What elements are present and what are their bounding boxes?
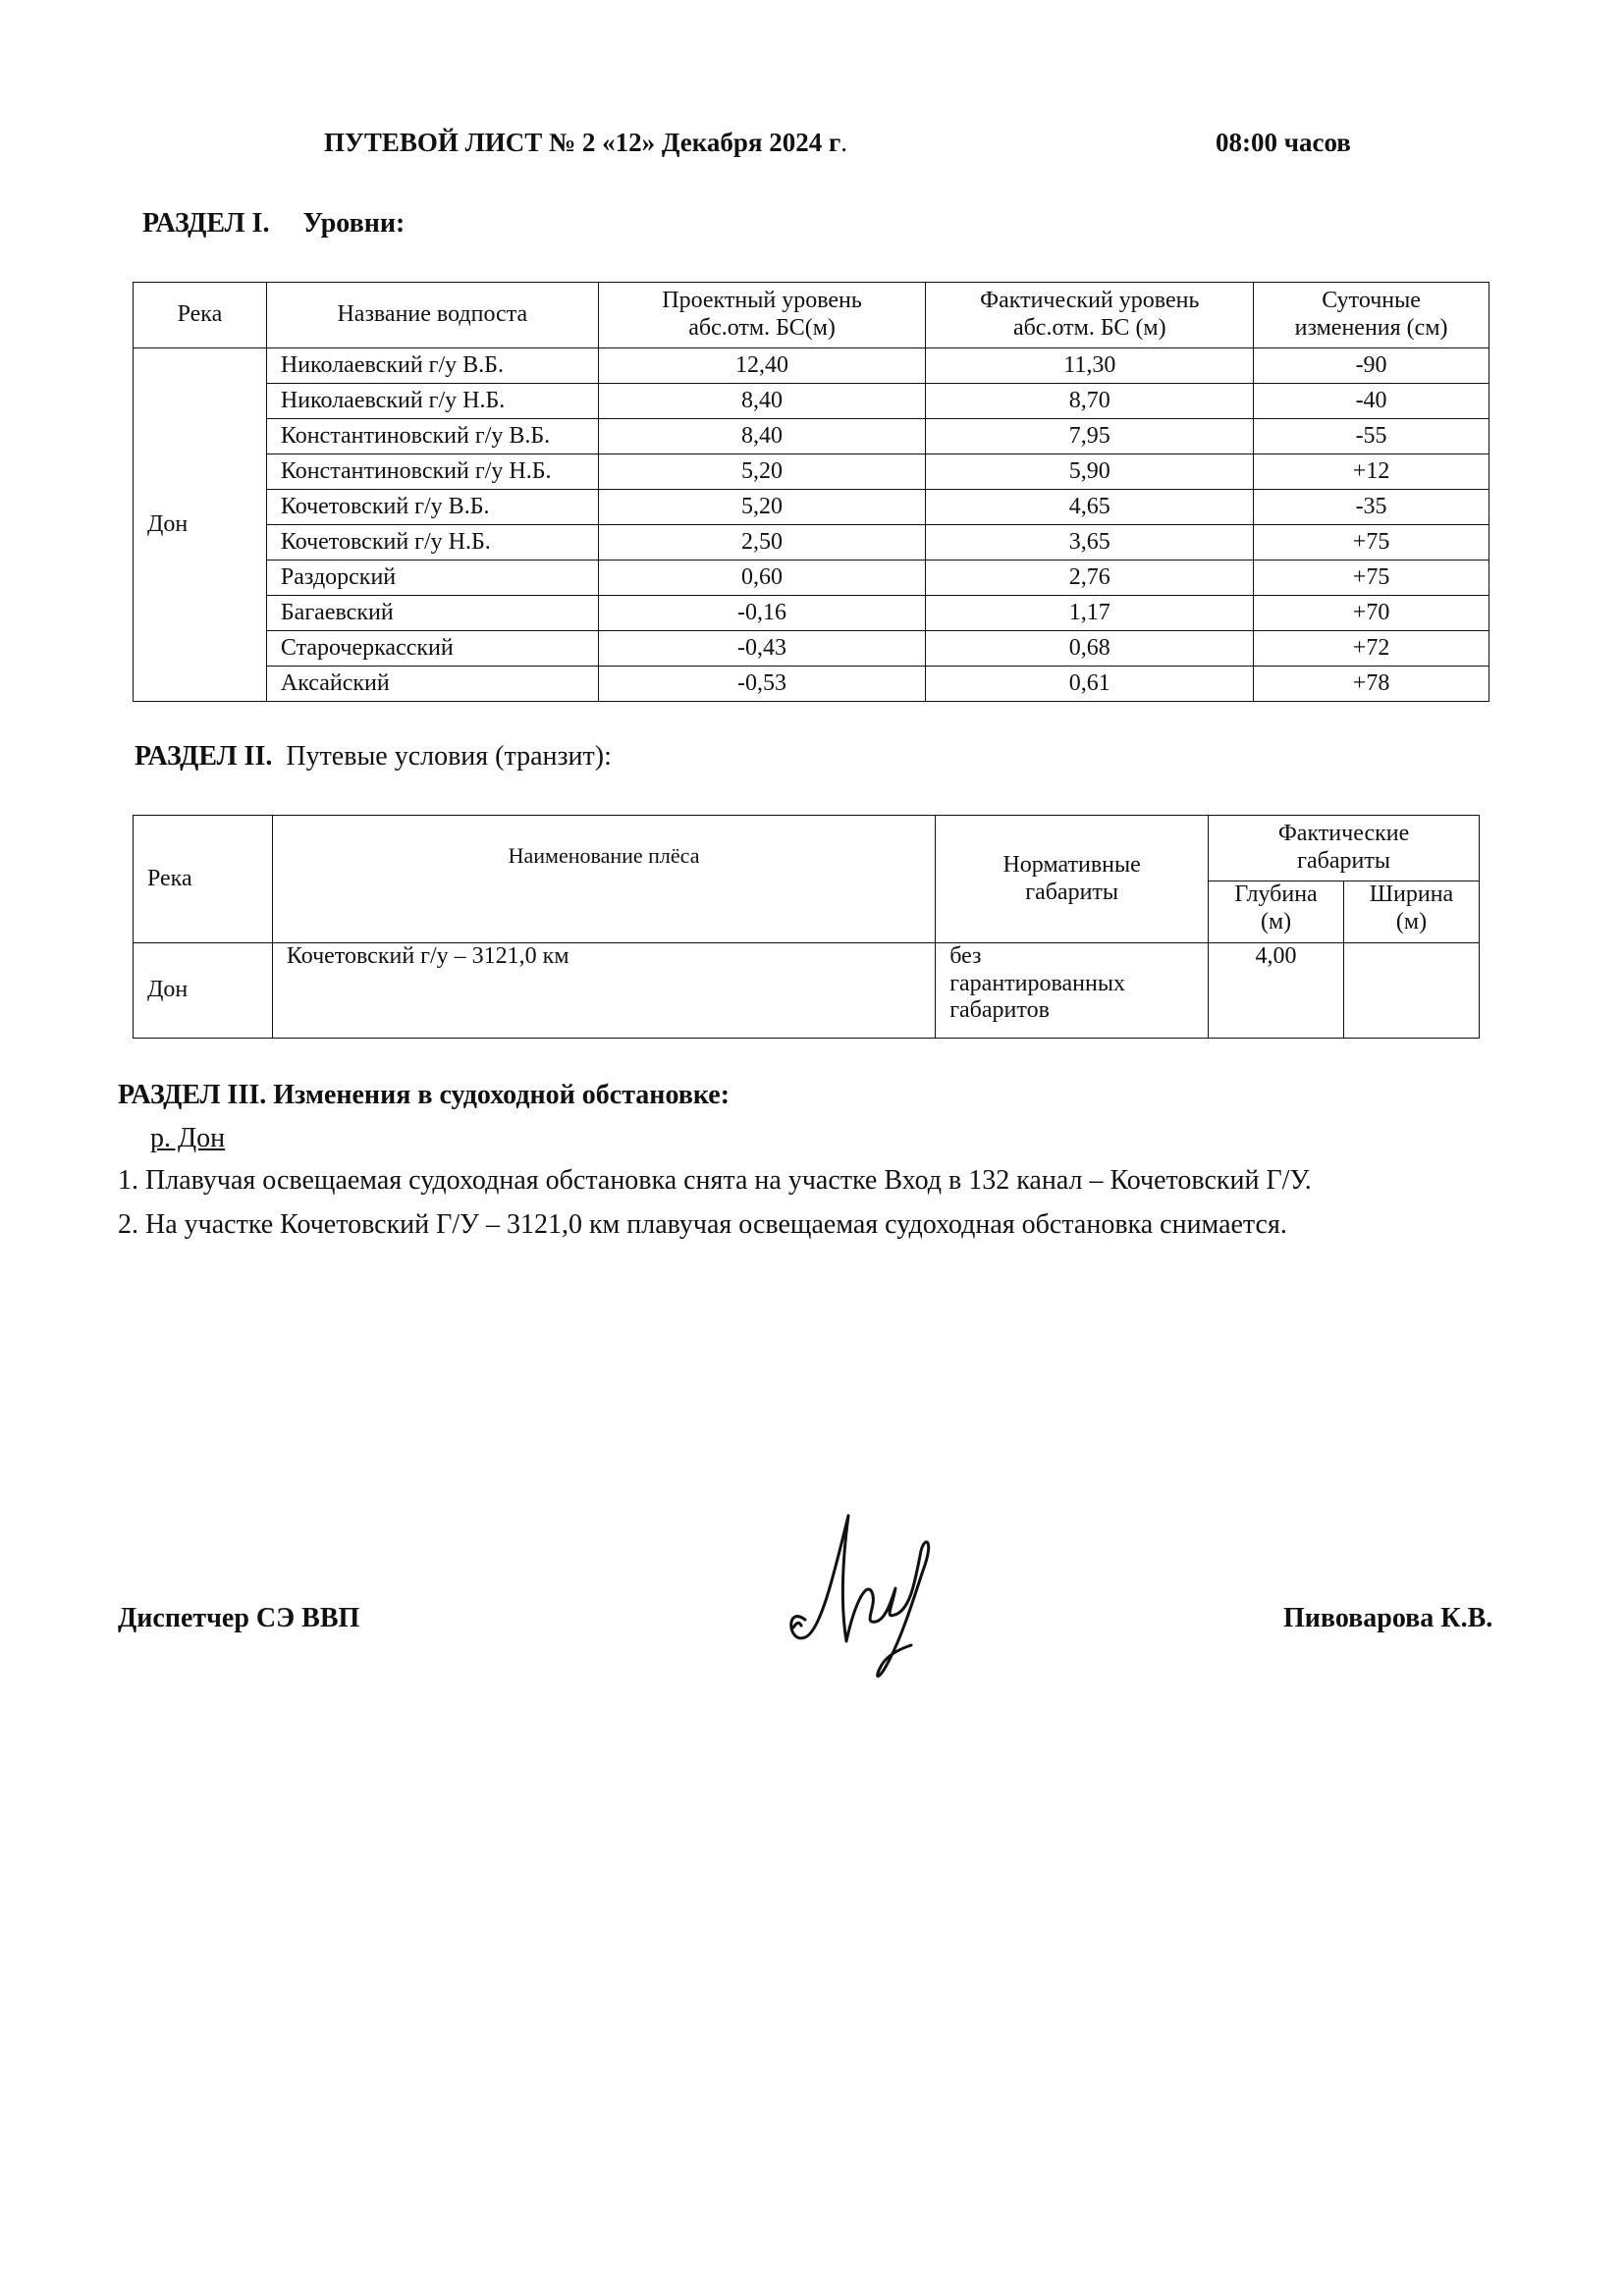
design-level: 5,20	[598, 454, 926, 490]
actual-level: 3,65	[926, 525, 1254, 561]
col-normative-line1: Нормативные	[1002, 851, 1141, 878]
daily-change: +75	[1254, 561, 1489, 596]
design-level: 2,50	[598, 525, 926, 561]
design-level: 8,40	[598, 384, 926, 419]
daily-change: -35	[1254, 490, 1489, 525]
actual-level: 0,61	[926, 667, 1254, 702]
design-level: 12,40	[598, 348, 926, 384]
col-change-line1: Суточные	[1322, 288, 1421, 314]
report-time: 08:00 часов	[1216, 128, 1351, 157]
actual-level: 4,65	[926, 490, 1254, 525]
daily-change: +78	[1254, 667, 1489, 702]
post-name: Николаевский г/у Н.Б.	[266, 384, 598, 419]
col-depth	[1209, 881, 1344, 943]
section2-heading	[135, 741, 612, 773]
col-normative-line2: габариты	[1025, 879, 1119, 905]
normative-line2: гарантированных	[949, 970, 1125, 996]
design-level: 5,20	[598, 490, 926, 525]
route-header-row	[134, 816, 1480, 881]
table-row	[134, 943, 1480, 1039]
actual-level: 11,30	[926, 348, 1254, 384]
list-item: 1. Плавучая освещаемая судоходная обстановка снята на участке Вход в 132 канал – Кочетовский Г/У.	[118, 1165, 1312, 1196]
table-row	[134, 667, 1489, 702]
actual-width	[1344, 943, 1480, 1039]
section2-title: Путевые условия (транзит):	[286, 741, 612, 772]
table-row	[134, 631, 1489, 667]
river-cell: Дон	[134, 348, 267, 702]
post-name: Кочетовский г/у В.Б.	[266, 490, 598, 525]
post-name: Николаевский г/у В.Б.	[266, 348, 598, 384]
col-normative	[936, 816, 1209, 943]
table-row	[134, 561, 1489, 596]
section1-heading	[142, 208, 405, 240]
table-row	[134, 490, 1489, 525]
signature-icon	[776, 1512, 972, 1708]
actual-depth: 4,00	[1209, 943, 1344, 1039]
col-reach: Наименование плёса	[272, 816, 935, 943]
col-design-line2: абс.отм. БС(м)	[688, 315, 836, 341]
title-dot: .	[840, 128, 848, 157]
col-design	[598, 283, 926, 348]
list-item: 2. На участке Кочетовский Г/У – 3121,0 км плавучая освещаемая судоходная обстановка снимается.	[118, 1209, 1287, 1240]
col-width	[1344, 881, 1480, 943]
table-row	[134, 525, 1489, 561]
signer-role: Диспетчер СЭ ВВП	[118, 1603, 360, 1633]
table-row	[134, 419, 1489, 454]
col-change-line2: изменения (см)	[1294, 315, 1448, 341]
table-row	[134, 384, 1489, 419]
col-actual-line1: Фактический уровень	[980, 288, 1200, 314]
route-conditions-table	[133, 815, 1480, 1039]
col-width-line1: Ширина	[1369, 881, 1454, 907]
col-river: Река	[134, 283, 267, 348]
normative-dims	[936, 943, 1209, 1039]
post-name: Кочетовский г/у Н.Б.	[266, 525, 598, 561]
daily-change: +12	[1254, 454, 1489, 490]
design-level: 0,60	[598, 561, 926, 596]
post-name: Константиновский г/у В.Б.	[266, 419, 598, 454]
daily-change: -40	[1254, 384, 1489, 419]
col-design-line1: Проектный уровень	[662, 288, 862, 314]
river-cell: Дон	[134, 943, 273, 1039]
daily-change: +70	[1254, 596, 1489, 631]
signer-name: Пивоварова К.В.	[1283, 1603, 1493, 1633]
section1-title: Уровни:	[302, 208, 406, 239]
title-text: ПУТЕВОЙ ЛИСТ № 2 «12» Декабря 2024 г	[324, 128, 841, 157]
levels-header-row	[134, 283, 1489, 348]
daily-change: -90	[1254, 348, 1489, 384]
design-level: -0,43	[598, 631, 926, 667]
normative-line3: габаритов	[949, 997, 1050, 1024]
daily-change: +75	[1254, 525, 1489, 561]
post-name: Старочеркасский	[266, 631, 598, 667]
table-row	[134, 348, 1489, 384]
actual-level: 2,76	[926, 561, 1254, 596]
post-name: Багаевский	[266, 596, 598, 631]
handwritten-signature	[776, 1512, 972, 1713]
col-actual-dims	[1209, 816, 1480, 881]
col-post: Название водпоста	[266, 283, 598, 348]
reach-name: Кочетовский г/у – 3121,0 км	[272, 943, 935, 1039]
section2-number: РАЗДЕЛ II.	[135, 741, 273, 772]
daily-change: +72	[1254, 631, 1489, 667]
post-name: Раздорский	[266, 561, 598, 596]
col-actual	[926, 283, 1254, 348]
col-depth-line1: Глубина	[1234, 881, 1318, 907]
col-change	[1254, 283, 1489, 348]
actual-level: 0,68	[926, 631, 1254, 667]
col-river: Река	[134, 816, 273, 943]
table-row	[134, 454, 1489, 490]
post-name: Аксайский	[266, 667, 598, 702]
col-actual-line2: абс.отм. БС (м)	[1012, 315, 1166, 341]
actual-level: 5,90	[926, 454, 1254, 490]
col-actual-line2: габариты	[1297, 848, 1390, 874]
table-row	[134, 596, 1489, 631]
design-level: -0,53	[598, 667, 926, 702]
design-level: -0,16	[598, 596, 926, 631]
document-title	[324, 128, 847, 158]
actual-level: 1,17	[926, 596, 1254, 631]
daily-change: -55	[1254, 419, 1489, 454]
levels-table	[133, 282, 1489, 702]
section3-heading: РАЗДЕЛ III. Изменения в судоходной обстановке:	[118, 1080, 731, 1110]
col-width-line2: (м)	[1395, 908, 1428, 934]
post-name: Константиновский г/у Н.Б.	[266, 454, 598, 490]
actual-level: 8,70	[926, 384, 1254, 419]
col-actual-line1: Фактические	[1277, 821, 1410, 847]
section1-number: РАЗДЕЛ I.	[142, 208, 270, 239]
actual-level: 7,95	[926, 419, 1254, 454]
normative-line1: без	[949, 943, 982, 969]
design-level: 8,40	[598, 419, 926, 454]
col-depth-line2: (м)	[1260, 908, 1292, 934]
section3-river: р. Дон	[150, 1123, 226, 1153]
